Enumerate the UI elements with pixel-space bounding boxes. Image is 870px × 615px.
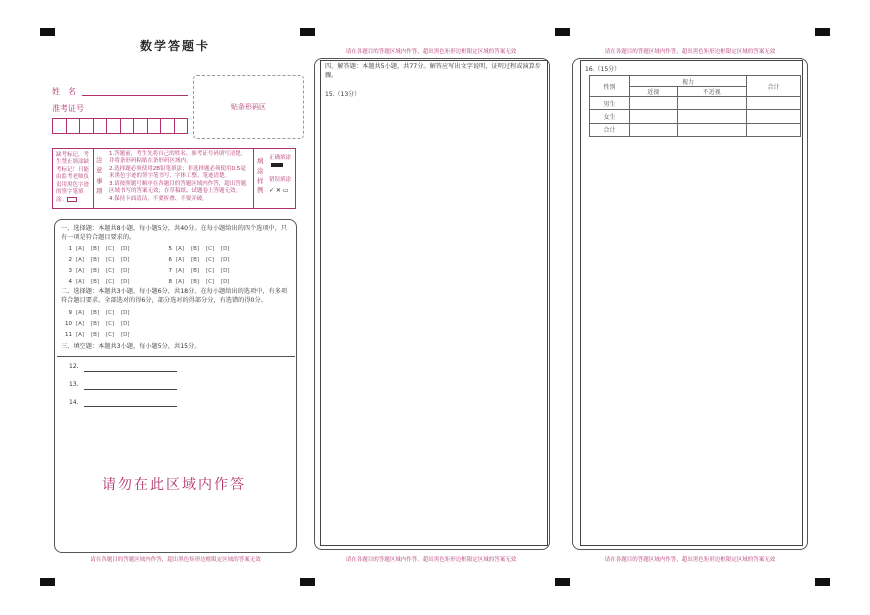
table-cell[interactable] [630,97,678,110]
table-row[interactable] [590,97,801,110]
absent-mark-notice: 缺考标记，考生禁止填涂缺考标记！只能由监考老师负责用黑色字迹的签字笔填涂。 [56,152,90,203]
fill-wrong-label: 错误填涂 [269,177,292,183]
question-row[interactable]: 6 [A] [B] [C] [D] [168,257,230,263]
table-header: 合计 [747,76,801,97]
table-cell[interactable] [747,97,801,110]
table-header: 近视 [630,87,678,97]
footer-notice: 请在各题目的答题区域内作答，超出黑色矩形边框限定区域的答案无效 [90,557,261,563]
section2-heading: 二、选择题：本题共3小题，每小题6分，共18分。在每小题给出的选项中，有多项符合题目要求。全部选对的得6分，部分选对的得部分分，有选错的得0分。 [61,288,288,304]
fill-item-label: 13. [69,381,79,388]
table-cell[interactable] [747,110,801,123]
fill-answer-line[interactable] [84,371,177,372]
notice-line: 2.选择题必须使用2B铅笔填涂；非选择题必须使用0.5毫米黑色字迹的签字笔书写，字体工整、笔迹清楚。 [109,165,246,180]
notice-line: 3.请按照题号顺序在各题目的答题区域内作答，超出答题区域书写的答案无效；在草稿纸、试题卷上答题无效。 [109,180,247,195]
fill-correct-label: 正确填涂 [269,155,292,161]
name-line[interactable] [82,95,188,96]
header-notice: 请在各题目的答题区域内作答，超出黑色矩形边框限定区域的答案无效 [604,49,776,55]
registration-mark [555,28,570,36]
divider [57,356,295,357]
question-row[interactable]: 2 [A] [B] [C] [D] [68,257,130,263]
table-header: 性别 [590,76,630,97]
fill-answer-line[interactable] [84,406,177,407]
footer-notice: 请在各题目的答题区域内作答，超出黑色矩形边框限定区域的答案无效 [345,557,517,563]
header-notice: 请在各题目的答题区域内作答，超出黑色矩形边框限定区域的答案无效 [345,49,517,55]
table-cell[interactable] [630,110,678,123]
section1-heading: 一、选择题：本题共8小题，每小题5分，共40分。在每小题给出的四个选项中，只有一项是符合题目要求的。 [61,225,288,241]
registration-mark [40,578,55,586]
question-row[interactable]: 7 [A] [B] [C] [D] [168,268,230,274]
table-cell[interactable] [677,123,746,136]
question-row[interactable]: 8 [A] [B] [C] [D] [168,279,230,285]
notice-title: 注意事项 [96,156,103,196]
registration-mark [815,28,830,36]
fill-item-label: 12. [69,363,79,370]
table-cell[interactable] [630,123,678,136]
question-row[interactable]: 5 [A] [B] [C] [D] [168,246,230,252]
section3-heading: 三、填空题：本题共3小题，每小题5分，共15分。 [61,343,201,350]
question-row[interactable]: 3 [A] [B] [C] [D] [68,268,130,274]
footer-notice: 请在各题目的答题区域内作答，超出黑色矩形边框限定区域的答案无效 [604,557,776,563]
table-header: 视力 [630,76,747,87]
question-row[interactable]: 4 [A] [B] [C] [D] [68,279,130,285]
fill-correct-sample [271,163,283,167]
table-cell[interactable] [677,110,746,123]
notice-block [52,148,296,209]
question-row[interactable]: 1 [A] [B] [C] [D] [68,246,130,252]
notice-line: 1.答题前，考生先将自己的姓名、准考证号码填写清楚，并将条形码粘贴在条形码区域内。 [109,151,247,165]
table-cell[interactable] [747,123,801,136]
table-cell[interactable] [677,97,746,110]
exam-no-label: 准考证号 [52,104,84,113]
sheet-title: 数学答题卡 [140,39,211,53]
survey-table [589,75,801,137]
table-cell: 女生 [590,110,630,123]
fill-example-label: 填涂样例 [257,157,264,195]
table-row[interactable] [590,110,801,123]
question-15-label: 15.（13分） [325,91,361,98]
no-answer-zone-label: 请勿在此区域内作答 [102,477,246,493]
fill-wrong-sample: ✓ ✕ ▭ [269,187,289,194]
table-cell: 合计 [590,123,630,136]
question-row[interactable]: 11 [A] [B] [C] [D] [65,332,130,338]
exam-no-boxes[interactable] [52,118,188,134]
registration-mark [300,578,315,586]
notice-line: 4.保持卡面清洁，不要折叠、不要弄破。 [109,195,208,202]
section4-heading: 四、解答题：本题共5小题，共77分。解答应写出文字说明、证明过程或演算步骤。 [325,63,541,79]
question-row[interactable]: 9 [A] [B] [C] [D] [68,310,130,316]
barcode-area-label: 贴条形码区 [231,103,266,111]
registration-mark [815,578,830,586]
question-row[interactable]: 10 [A] [B] [C] [D] [65,321,130,327]
table-row[interactable] [590,123,801,136]
fill-item-label: 14. [69,399,79,406]
absent-mark-box[interactable] [67,197,77,202]
name-label: 姓 名 [52,87,76,96]
registration-mark [555,578,570,586]
barcode-area[interactable] [193,75,304,139]
answer-box-15[interactable] [320,60,548,546]
fill-answer-line[interactable] [84,389,177,390]
registration-mark [300,28,315,36]
registration-mark [40,28,55,36]
question-16-label: 16.（15分） [585,66,621,73]
table-header: 不近视 [677,87,746,97]
table-cell: 男生 [590,97,630,110]
